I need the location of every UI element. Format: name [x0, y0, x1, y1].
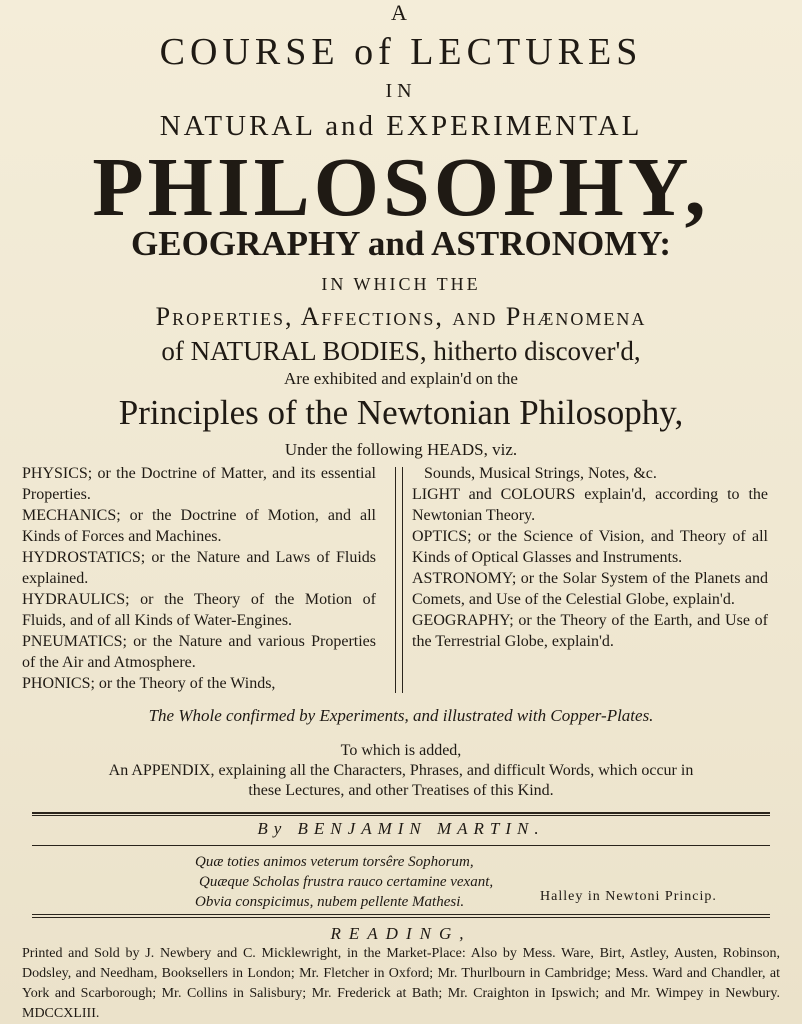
- column-divider: [395, 467, 403, 693]
- head-phonics-cont: Sounds, Musical Strings, Notes, &c.: [424, 465, 657, 482]
- appendix-line-1: An APPENDIX, explaining all the Characters, Phrases, and difficult Words, which occur in: [108, 762, 694, 779]
- heads-right-column: [412, 463, 768, 652]
- rule-top-thin: [32, 815, 770, 816]
- head-pneumatics: PNEUMATICS; or the Nature and various Properties of the Air and Atmosphere.: [22, 633, 376, 671]
- heads-left-column: [22, 463, 376, 694]
- appendix-added: To which is added,: [340, 742, 462, 759]
- head-mechanics: MECHANICS; or the Doctrine of Motion, and all Kinds of Forces and Machines.: [22, 507, 376, 545]
- title-natural-bodies: of NATURAL BODIES, hitherto discover'd,: [161, 336, 641, 366]
- epigraph-line-3: Obvia conspicimus, nubem pellente Mathesi.: [195, 894, 465, 910]
- head-astronomy: ASTRONOMY; or the Solar System of the Planets and Comets, and Use of the Celestial Globe, explain'd.: [412, 570, 768, 608]
- title-philosophy: PHILOSOPHY,: [92, 141, 710, 234]
- head-phonics: PHONICS; or the Theory of the Winds,: [22, 675, 276, 692]
- title-in: IN: [385, 80, 417, 102]
- whole-confirmed: The Whole confirmed by Experiments, and illustrated with Copper-Plates.: [148, 706, 654, 725]
- rule-imprint-thin: [32, 917, 770, 918]
- rule-top: [32, 812, 770, 814]
- head-optics: OPTICS; or the Science of Vision, and Theory of all Kinds of Optical Glasses and Instruments.: [412, 528, 768, 566]
- epigraph-line-2: Quæque Scholas frustra rauco certamine vexant,: [199, 874, 494, 890]
- author: By BENJAMIN MARTIN.: [257, 819, 545, 838]
- appendix-line-2: these Lectures, and other Treatises of this Kind.: [248, 782, 554, 799]
- title-article: A: [391, 0, 411, 25]
- title-natural: NATURAL and EXPERIMENTAL: [159, 110, 643, 142]
- epigraph-line-1: Quæ toties animos veterum torsêre Sophorum,: [195, 854, 474, 870]
- head-hydrostatics: HYDROSTATICS; or the Nature and Laws of Fluids explained.: [22, 549, 376, 587]
- heads-intro: Under the following HEADS, viz.: [284, 440, 518, 459]
- imprint: [22, 944, 780, 1024]
- epigraph: [195, 852, 493, 912]
- title-properties: Properties, Affections, and Phænomena: [155, 302, 647, 331]
- imprint-text: Printed and Sold by J. Newbery and C. Micklewright, in the Market-Place: Also by Mess. Ware, Birt, Astley, Austen, Robinson, Dodsley, and Needham, Booksellers in London; Mr. Fletcher in Oxford; Mr. Thurlbourn in Cambridge; Mess. Ward and Chandler, at York and Scarborough; Mr. Collins in Salisbury; Mr. Frederick at Bath; Mr. Craighton in Ipswich; and Mr. Wimpey in Newbury. MDCCXLIII.: [22, 946, 780, 1021]
- rule-imprint: [32, 914, 770, 915]
- head-light: LIGHT and COLOURS explain'd, according to the Newtonian Theory.: [412, 486, 768, 524]
- title-exhibited: Are exhibited and explain'd on the: [284, 369, 518, 388]
- head-geography: GEOGRAPHY; or the Theory of the Earth, and Use of the Terrestrial Globe, explain'd.: [412, 612, 768, 650]
- title-course: COURSE of LECTURES: [159, 31, 643, 73]
- epigraph-source: Halley in Newtoni Princip.: [540, 889, 717, 904]
- head-hydraulics: HYDRAULICS; or the Theory of the Motion of Fluids, and of all Kinds of Water-Engines.: [22, 591, 376, 629]
- rule-author: [32, 845, 770, 846]
- title-in-which: IN WHICH THE: [321, 274, 481, 294]
- head-physics: PHYSICS; or the Doctrine of Matter, and its essential Properties.: [22, 465, 376, 503]
- title-principles: Principles of the Newtonian Philosophy,: [118, 393, 684, 432]
- imprint-place: READING,: [330, 924, 472, 943]
- title-geography: GEOGRAPHY and ASTRONOMY:: [131, 224, 671, 263]
